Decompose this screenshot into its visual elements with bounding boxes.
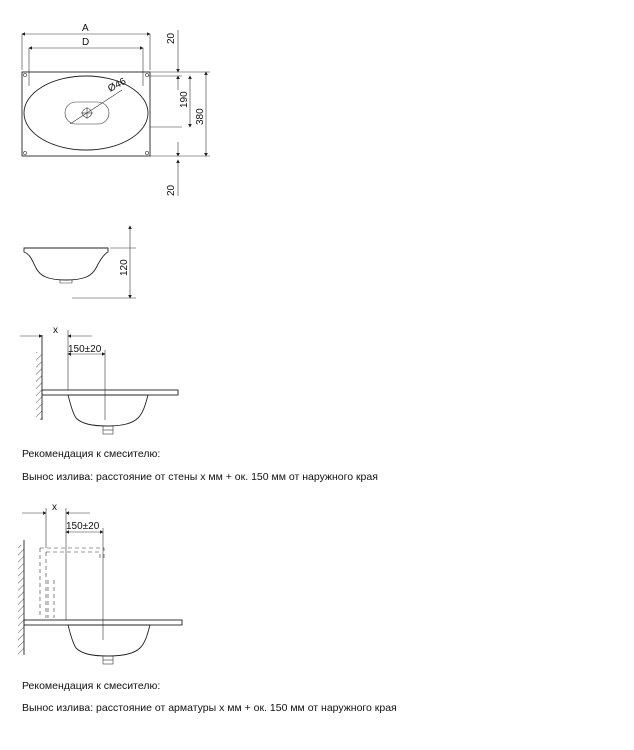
dim-20-bottom-label: 20 — [166, 184, 177, 196]
dim-spout-label-2: 150±20 — [66, 521, 100, 532]
basin-section-2 — [68, 625, 150, 656]
dim-120-label: 120 — [119, 259, 130, 276]
caption-title-wall: Рекомендация к смесителю: — [22, 448, 161, 460]
caption-text-fitting: Вынос излива: расстояние от арматуры x мм + ок. 150 мм от наружного края — [22, 702, 397, 714]
dim-20-top-label: 20 — [166, 32, 177, 44]
dim-a-label: A — [82, 23, 89, 34]
mixer-fitting-view — [18, 502, 182, 664]
dim-d-label: D — [82, 37, 90, 48]
drain-diameter-label: Ø46 — [106, 76, 129, 95]
dim-380-label: 380 — [195, 108, 206, 125]
dim-spout-label: 150±20 — [68, 344, 102, 355]
caption-title-fitting: Рекомендация к смесителю: — [22, 680, 161, 692]
dim-190-label: 190 — [179, 91, 190, 108]
dim-x-label: x — [53, 325, 58, 336]
dim-x-label-2: x — [52, 502, 57, 513]
caption-text-wall: Вынос излива: расстояние от стены x мм + ок. 150 мм от наружного края — [22, 471, 378, 483]
